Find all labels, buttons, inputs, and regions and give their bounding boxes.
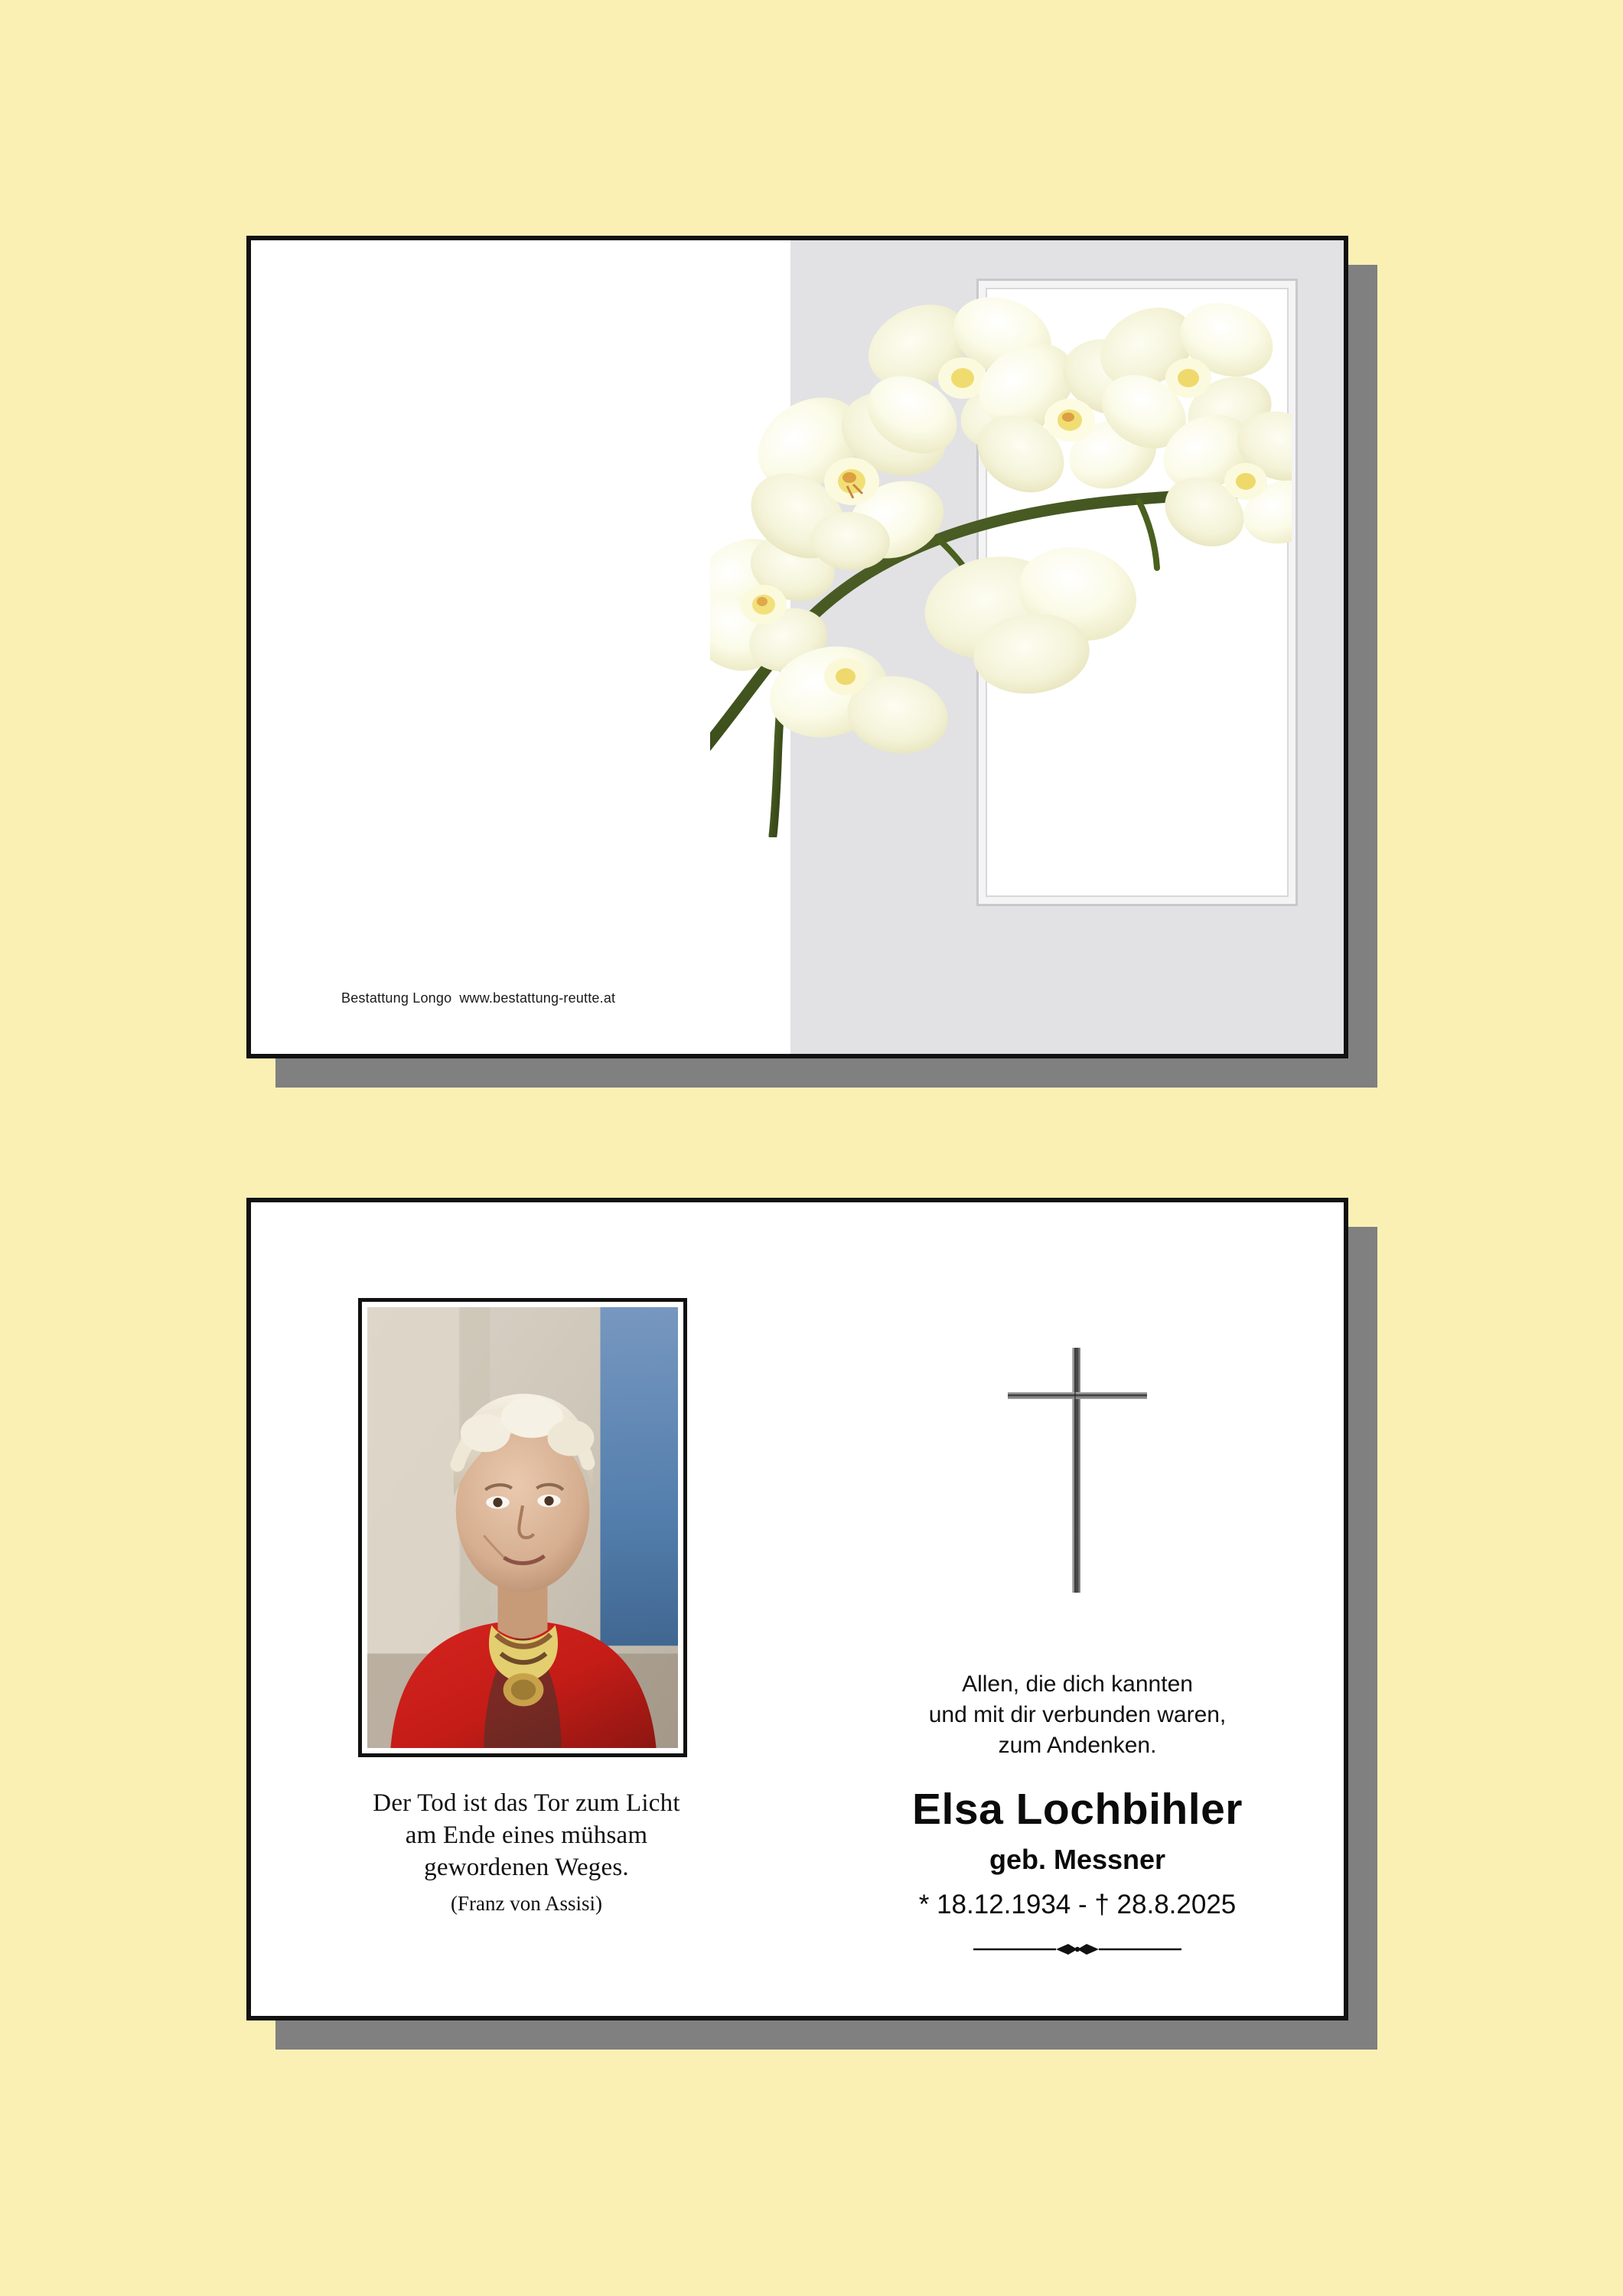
outer-card [246,236,1348,1058]
quote-line-3: gewordenen Weges. [424,1853,629,1881]
funeral-home-credit [341,990,615,1006]
divider-ornament-icon [970,1941,1185,1958]
dedication-line-3: zum Andenken. [998,1732,1157,1758]
inner-card-sheet [246,1198,1348,2020]
photo-frame [976,279,1298,906]
outer-card-left-page [251,240,790,1054]
dedication-line-2: und mit dir verbunden waren, [928,1701,1227,1727]
deceased-dates: * 18.12.1934 - † 28.8.2025 [918,1890,1237,1919]
funeral-home-name: Bestattung Longo [341,990,452,1006]
inner-card [246,1198,1348,2020]
quote-line-1: Der Tod ist das Tor zum Licht [373,1789,680,1817]
christian-cross-icon [997,1348,1158,1593]
outer-card-sheet [246,236,1348,1058]
dedication-text [833,1669,1322,1761]
inner-card-right-page [802,1202,1348,2016]
deceased-name: Elsa Lochbihler [912,1785,1243,1834]
photo-frame-inner [986,288,1289,897]
portrait-photo [367,1307,678,1748]
deceased-maiden-name: geb. Messner [989,1844,1166,1875]
memorial-quote [335,1788,718,1916]
outer-card-right-page [790,240,1344,1054]
quote-line-2: am Ende eines mühsam [405,1821,648,1849]
quote-author: (Franz von Assisi) [451,1891,602,1915]
portrait-frame [358,1298,687,1757]
funeral-home-website: www.bestattung-reutte.at [459,990,616,1006]
dedication-line-1: Allen, die dich kannten [962,1671,1193,1697]
